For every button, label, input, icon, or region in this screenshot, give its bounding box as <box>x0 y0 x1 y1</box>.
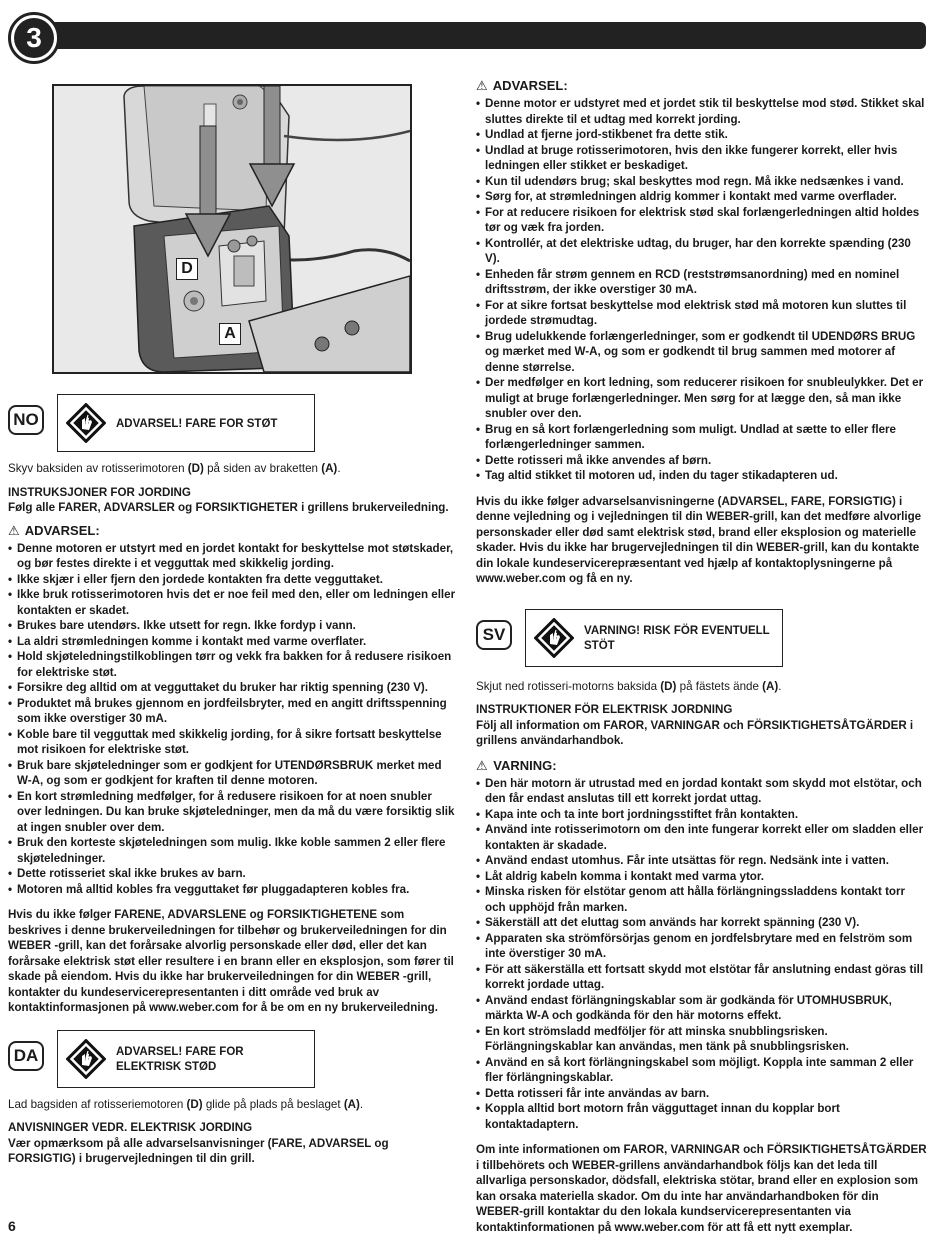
lang-badge-no: NO <box>8 405 44 435</box>
grounding-title: INSTRUKTIONER FÖR ELEKTRISK JORDNING <box>476 703 733 716</box>
section-da-warnings <box>476 77 928 587</box>
grounding-title: INSTRUKSJONER FOR JORDING <box>8 485 191 499</box>
warning-list <box>476 96 928 484</box>
closing-paragraph: Om inte informationen om FAROR, VARNINGAR och FÖRSIKTIGHETSÅTGÄRDER i tillbehörets och WEBER-grillens användarhandbok följs kan det leda till allvarliga personskador, dödsfall, elektriska stötar, brand eller en explosion som kan orsaka materiella skador. Om du inte har användarhandboken för din WEBER-grill kontaktar du den lokala kundservicerepresentanten via kontaktinformationen på www.weber.com för att få ett nytt exemplar. <box>476 1143 927 1234</box>
section-sv <box>476 609 928 1236</box>
list-item: • Brukes bare utendørs. Ikke utsett for regn. Ikke fordyp i vann. <box>8 618 456 634</box>
list-item: • Ikke bruk rotisserimotoren hvis det er noe feil med den, eller om ledningen eller kontakten er skadet. <box>8 587 456 618</box>
warning-heading: ⚠ VARNING: <box>476 757 557 773</box>
warning-triangle-icon: ⚠ <box>476 78 488 93</box>
warning-box-text: ADVARSEL! FARE FOR ELEKTRISK STØD <box>116 1045 244 1073</box>
warning-triangle-icon: ⚠ <box>476 757 488 773</box>
list-item: • For at reducere risikoen for elektrisk stød skal forlængerledningen altid holdes tør og væk fra jorden. <box>476 205 928 236</box>
grounding-text: Følg alle FARER, ADVARSLER og FORSIKTIGHETER i grillens brukerveiledning. <box>8 501 449 514</box>
warning-box-text: VARNING! RISK FÖR EVENTUELL STÖT <box>584 624 770 652</box>
list-item: • Säkerställ att det eluttag som används har korrekt spänning (230 V). <box>476 915 928 931</box>
list-item: • Enheden får strøm gennem en RCD (reststrømsanordning) med en nominel driftsstrøm, der ikke overstiger 30 mA. <box>476 267 928 298</box>
header-bar <box>28 22 926 49</box>
warning-list <box>8 541 456 898</box>
list-item: • Produktet må brukes gjennom en jordfeilsbryter, med en angitt driftsspenning som ikke overstiger 30 mA. <box>8 696 456 727</box>
list-item: • Kapa inte och ta inte bort jordningsstiftet från kontakten. <box>476 807 928 823</box>
list-item: • Använd inte rotisserimotorn om den inte fungerar korrekt eller om sladden eller kontakten är skadade. <box>476 822 928 853</box>
figure-label-d: D <box>176 258 198 280</box>
list-item: • Dette rotisseri må ikke anvendes af børn. <box>476 453 928 469</box>
list-item: • Bruk den korteste skjøteledningen som mulig. Ikke koble sammen 2 eller flere skjøteledninger. <box>8 835 456 866</box>
list-item: • Forsikre deg alltid om at vegguttaket du bruker har riktig spenning (230 V). <box>8 680 456 696</box>
left-column <box>8 394 456 1167</box>
section-da-intro <box>8 1030 456 1167</box>
list-item: • En kort strømledning medfølger, for å redusere risikoen for at noen snubler over ledningen. Du kan bruke skjøteledninger, men da må du være forsiktig slik at ingen snubler over dem. <box>8 789 456 836</box>
grounding-text: Vær opmærksom på alle advarselsanvisninger (FARE, ADVARSEL og FORSIGTIG) i brugervejledningen til din grill. <box>8 1136 389 1165</box>
list-item: • Koble bare til vegguttak med skikkelig jording, for å sikre fortsatt beskyttelse mot risikoen for elektriske støt. <box>8 727 456 758</box>
list-item: • Brug en så kort forlængerledning som muligt. Undlad at sætte to eller flere forlængerledninger sammen. <box>476 422 928 453</box>
list-item: • Använd endast utomhus. Får inte utsättas för regn. Nedsänk inte i vatten. <box>476 853 928 869</box>
list-item: • Undlad at bruge rotisserimotoren, hvis den ikke fungerer korrekt, eller hvis ledningen eller stikket er beskadiget. <box>476 143 928 174</box>
shock-hazard-icon <box>534 618 574 658</box>
lang-row-no <box>8 394 456 452</box>
list-item: • Kun til udendørs brug; skal beskyttes mod regn. Må ikke nedsænkes i vand. <box>476 174 928 190</box>
warning-box-text: ADVARSEL! FARE FOR STØT <box>116 417 278 430</box>
grounding-title: ANVISNINGER VEDR. ELEKTRISK JORDING <box>8 1121 253 1134</box>
list-item: • För att säkerställa ett fortsatt skydd mot elstötar får anslutning endast göras till korrekt jordade uttag. <box>476 962 928 993</box>
list-item: • Ikke skjær i eller fjern den jordede kontakten fra dette vegguttaket. <box>8 572 456 588</box>
figure-label-a: A <box>219 323 241 345</box>
closing-paragraph: Hvis du ikke følger advarselsanvisningerne (ADVARSEL, FARE, FORSIGTIG) i denne vejledning og i vejledningen til din WEBER-grill, kan det medføre alvorlige personskader eller død samt elektrisk stød, brand eller eksplosion og materielle skader. Hvis du ikke har brugervejledningen til din WEBER-grill, kan du kontakte din lokale kundeservicerepræsentant ved hjælp af kontaktoplysningerne på www.weber.com og få en ny. <box>476 494 922 585</box>
warning-heading: ⚠ ADVARSEL: <box>8 522 100 538</box>
shock-hazard-icon <box>66 403 106 443</box>
list-item: • Brug udelukkende forlængerledninger, som er godkendt til UDENDØRS BRUG og mærket med W-A, og som er godkendt til brug sammen med motorer af denne størrelse. <box>476 329 928 376</box>
list-item: • Detta rotisseri får inte användas av barn. <box>476 1086 928 1102</box>
list-item: • Koppla alltid bort motorn från vägguttaget innan du kopplar bort kontaktadaptern. <box>476 1101 928 1132</box>
list-item: • Denne motor er udstyret med et jordet stik til beskyttelse mod stød. Stikket skal sluttes direkte til et udtag med korrekt jording. <box>476 96 928 127</box>
list-item: • Der medfølger en kort ledning, som reducerer risikoen for snubleulykker. Det er muligt at bruge forlængerledninger. Men sørg for at lægge den, så man ikke snubler over den. <box>476 375 928 422</box>
step-number: 3 <box>14 18 54 58</box>
list-item: • Sørg for, at strømledningen aldrig kommer i kontakt med varme overflader. <box>476 189 928 205</box>
closing-paragraph: Hvis du ikke følger FARENE, ADVARSLENE og FORSIKTIGHETENE som beskrives i denne brukerveiledningen for tilbehør og brukerveiledningen for din WEBER -grill, kan det forårsake alvorlig personskade eller død, eller det kan forårsake elektrisk støt eller resultere i en brann eller en eksplosjon, som fører til skade på eiendom. Hvis du ikke har brukerveiledningen for din WEBER -grill, kontakter du kundeservicerepresentanten i ditt område ved bruk av kontaktinformasjonen på www.weber.com for å be om en ny brukerveiledning. <box>8 908 454 1014</box>
list-item: • Låt aldrig kabeln komma i kontakt med varma ytor. <box>476 869 928 885</box>
intro-text: Skyv baksiden av rotisserimotoren (D) på siden av braketten (A). <box>8 462 341 475</box>
list-item: • Denne motoren er utstyrt med en jordet kontakt for beskyttelse mot støtskader, og bør festes direkte i et vegguttak med skikkelig jording. <box>8 541 456 572</box>
grounding-text: Följ all information om FAROR, VARNINGAR och FÖRSIKTIGHETSÅTGÄRDER i grillens användarhandbok. <box>476 718 914 747</box>
warning-list <box>476 776 928 1133</box>
right-column <box>476 74 928 1235</box>
intro-text: Skjut ned rotisseri-motorns baksida (D) på fästets ände (A). <box>476 679 782 693</box>
list-item: • Kontrollér, at det elektriske udtag, du bruger, har den korrekte spænding (230 V). <box>476 236 928 267</box>
list-item: • Undlad at fjerne jord-stikbenet fra dette stik. <box>476 127 928 143</box>
list-item: • Motoren må alltid kobles fra vegguttaket før pluggadapteren kobles fra. <box>8 882 456 898</box>
warning-box-no <box>57 394 315 452</box>
list-item: • La aldri strømledningen komme i kontakt med varme overflater. <box>8 634 456 650</box>
list-item: • Minska risken för elstötar genom att hålla förlängningssladdens kontakt torr och upphöjd från marken. <box>476 884 928 915</box>
list-item: • Dette rotisseriet skal ikke brukes av barn. <box>8 866 456 882</box>
list-item: • Använd en så kort förlängningskabel som möjligt. Koppla inte samman 2 eller fler förlängningskablar. <box>476 1055 928 1086</box>
warning-box-sv <box>525 609 783 667</box>
list-item: • Apparaten ska strömförsörjas genom en jordfelsbrytare med en felström som inte överstiger 30 mA. <box>476 931 928 962</box>
lang-row-da <box>8 1030 456 1088</box>
list-item: • Tag altid stikket til motoren ud, inden du tager stikadapteren ud. <box>476 468 928 484</box>
step-badge <box>8 12 60 64</box>
warning-box-da <box>57 1030 315 1088</box>
section-no <box>8 394 456 1016</box>
list-item: • For at sikre fortsat beskyttelse mod elektrisk stød må motoren kun sluttes til jordede strømudtag. <box>476 298 928 329</box>
list-item: • Den här motorn är utrustad med en jordad kontakt som skydd mot elstötar, och den får endast anslutas till ett korrekt jordat uttag. <box>476 776 928 807</box>
warning-triangle-icon: ⚠ <box>8 522 20 538</box>
lang-badge-sv: SV <box>476 620 512 650</box>
list-item: • Bruk bare skjøteledninger som er godkjent for UTENDØRSBRUK merket med W-A, og som er godkjent for kraften til denne motoren. <box>8 758 456 789</box>
lang-row-sv <box>476 609 928 667</box>
page-number: 6 <box>8 1218 16 1234</box>
shock-hazard-icon <box>66 1039 106 1079</box>
list-item: • Hold skjøteledningstilkoblingen tørr og vekk fra bakken for å redusere risikoen for elektriske støt. <box>8 649 456 680</box>
intro-text: Lad bagsiden af rotisseriemotoren (D) glide på plads på beslaget (A). <box>8 1097 364 1111</box>
warning-heading: ⚠ ADVARSEL: <box>476 78 568 93</box>
list-item: • Använd endast förlängningskablar som är godkända för UTOMHUSBRUK, märkta W-A och godkända för den här motorns effekt. <box>476 993 928 1024</box>
list-item: • En kort strömsladd medföljer för att minska snubblingsrisken. Förlängningskablar kan användas, men tänk på snubblingsrisken. <box>476 1024 928 1055</box>
lang-badge-da: DA <box>8 1041 44 1071</box>
assembly-illustration <box>52 84 412 374</box>
